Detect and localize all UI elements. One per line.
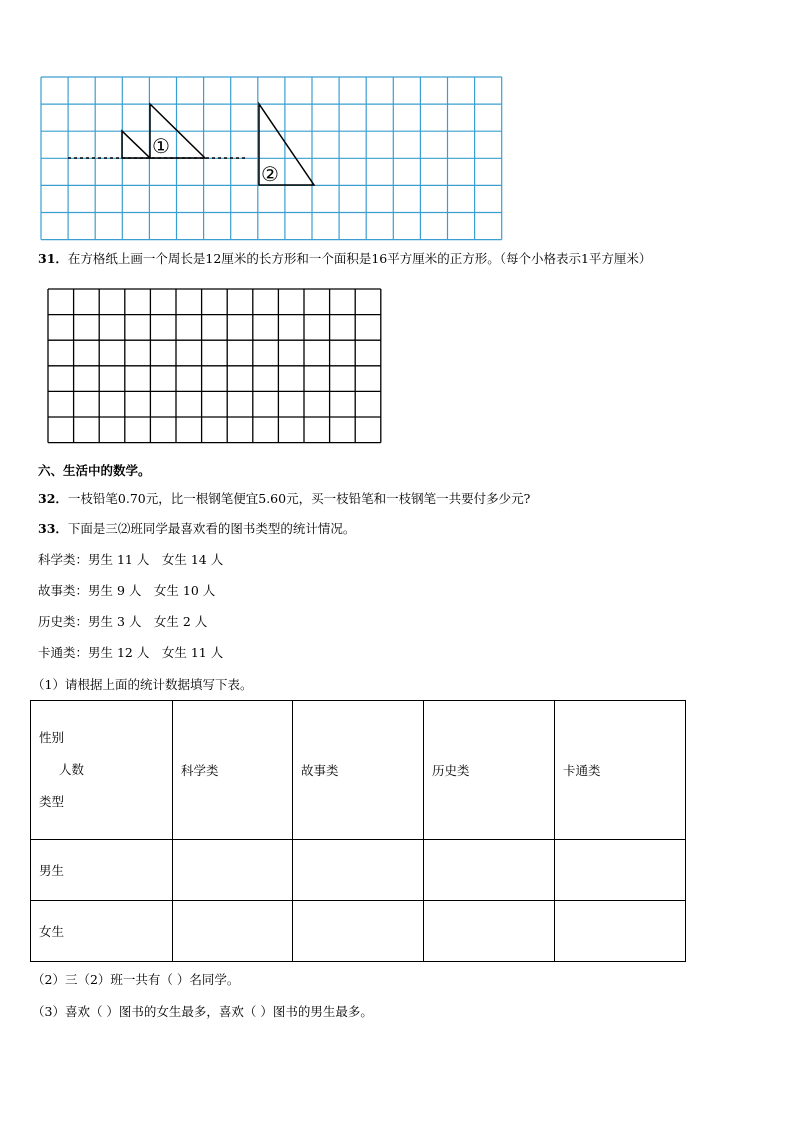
answer-cell[interactable] — [293, 901, 424, 962]
answer-cell[interactable] — [424, 901, 555, 962]
col-header-story: 故事类 — [293, 701, 424, 840]
data-line-story: 故事类：男生 9 人 女生 10 人 — [38, 583, 216, 598]
drawing-grid[interactable] — [47, 288, 387, 448]
q32-number: 32． — [38, 491, 68, 506]
label-two: ② — [261, 162, 279, 186]
row-header-boys: 男生 — [31, 840, 173, 901]
q33-number: 33． — [38, 521, 68, 536]
table-header-row — [31, 701, 686, 840]
col-header-history: 历史类 — [424, 701, 555, 840]
triangle-small — [122, 131, 150, 158]
q33-sub2: （2）三（2）班一共有（ ）名同学。 — [32, 972, 240, 987]
table-row-boys — [31, 840, 686, 901]
answer-cell[interactable] — [555, 840, 686, 901]
q33-sub3: （3）喜欢（ ）图书的女生最多，喜欢（ ）图书的男生最多。 — [32, 1004, 373, 1019]
q32-text: 一枝铅笔0.70元，比一根钢笔便宜5.60元，买一枝铅笔和一枝钢笔一共要付多少元? — [67, 491, 531, 506]
data-line-history: 历史类：男生 3 人 女生 2 人 — [38, 614, 208, 629]
answer-cell[interactable] — [293, 840, 424, 901]
q32-line — [38, 491, 530, 507]
corner-count: 人数 — [59, 762, 85, 777]
corner-gender: 性别 — [39, 730, 65, 745]
corner-type: 类型 — [39, 794, 65, 809]
q31-line — [38, 251, 651, 267]
statistics-table — [30, 700, 686, 962]
row-header-girls: 女生 — [31, 901, 173, 962]
label-one: ① — [152, 134, 170, 158]
q33-text: 下面是三⑵班同学最喜欢看的图书类型的统计情况。 — [67, 521, 356, 536]
data-line-science: 科学类：男生 11 人 女生 14 人 — [38, 552, 224, 567]
q31-text: 在方格纸上画一个周长是12厘米的长方形和一个面积是16平方厘米的正方形。（每个小格表示1平方厘米） — [67, 251, 652, 266]
data-line-cartoon: 卡通类：男生 12 人 女生 11 人 — [38, 645, 224, 660]
answer-cell[interactable] — [173, 901, 293, 962]
answer-cell[interactable] — [555, 901, 686, 962]
answer-cell[interactable] — [424, 840, 555, 901]
transform-figure — [0, 0, 794, 260]
q33-line — [38, 521, 355, 537]
table-row-girls — [31, 901, 686, 962]
section6-title: 六、生活中的数学。 — [38, 463, 151, 478]
col-header-science: 科学类 — [173, 701, 293, 840]
q33-sub1: （1）请根据上面的统计数据填写下表。 — [32, 677, 253, 692]
col-header-cartoon: 卡通类 — [555, 701, 686, 840]
answer-cell[interactable] — [173, 840, 293, 901]
q31-number: 31． — [38, 251, 68, 266]
table-corner-cell — [31, 701, 173, 840]
